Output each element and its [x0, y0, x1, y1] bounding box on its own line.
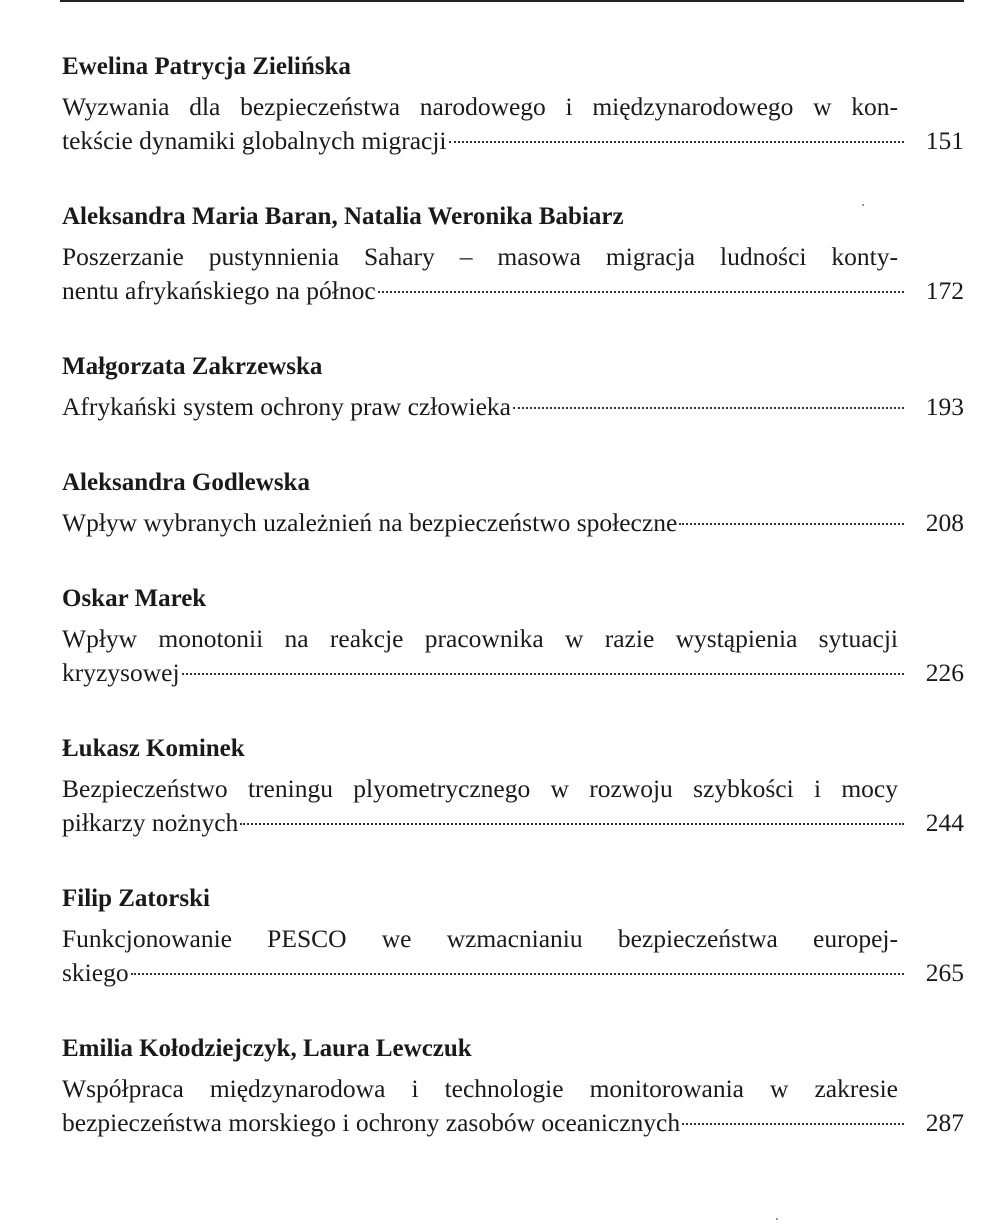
entry-author: Małgorzata Zakrzewska [62, 353, 323, 380]
entry-page-number: 265 [925, 958, 964, 987]
entry-title-last-line [62, 506, 964, 540]
entry-title-text: kryzysowej [62, 658, 180, 687]
entry-author: Łukasz Kominek [62, 735, 245, 762]
entry-title-text: Afrykański system ochrony praw człowieka [62, 392, 511, 421]
scan-speck [776, 1218, 778, 1220]
entry-title-last-line [62, 1106, 964, 1140]
entry-page-number: 226 [925, 658, 964, 687]
toc-entry [62, 352, 964, 424]
entry-page-number: 172 [925, 276, 964, 305]
entry-title-last-line [62, 124, 964, 158]
entry-author: Aleksandra Godlewska [62, 469, 310, 496]
entry-title-text: nentu afrykańskiego na północ [62, 276, 376, 305]
dot-leader [182, 673, 904, 675]
entry-page-number: 151 [925, 126, 964, 155]
entry-author: Emilia Kołodziejczyk, Laura Lewczuk [62, 1035, 472, 1062]
toc-entry [62, 52, 964, 158]
entry-title-line: Bezpieczeństwo treningu plyometrycznego w rozwoju szybkości i mocy [62, 774, 898, 803]
entry-author: Oskar Marek [62, 585, 207, 612]
toc-entry [62, 202, 964, 308]
toc-entry [62, 1034, 964, 1140]
entry-title-line: Funkcjonowanie PESCO we wzmacnianiu bezpieczeństwa europej- [62, 924, 898, 953]
entry-title-line: Poszerzanie pustynnienia Sahary – masowa migracja ludności konty- [62, 242, 898, 271]
entry-author: Ewelina Patrycja Zielińska [62, 53, 351, 80]
entry-title-line: Współpraca międzynarodowa i technologie monitorowania w zakresie [62, 1074, 898, 1103]
dot-leader [513, 407, 904, 409]
entry-title-line: Wyzwania dla bezpieczeństwa narodowego i międzynarodowego w kon- [62, 92, 898, 121]
dot-leader [131, 973, 904, 975]
entry-author: Filip Zatorski [62, 885, 210, 912]
dot-leader [449, 141, 904, 143]
toc-entry [62, 468, 964, 540]
dot-leader [679, 523, 904, 525]
dot-leader [682, 1123, 904, 1125]
entry-title-last-line [62, 390, 964, 424]
entry-title-text: Wpływ wybranych uzależnień na bezpieczeństwo społeczne [62, 508, 678, 537]
entry-title-last-line [62, 806, 964, 840]
toc-entry [62, 734, 964, 840]
table-of-contents [62, 52, 964, 1140]
entry-title-text: skiego [62, 958, 129, 987]
dot-leader [378, 291, 904, 293]
entry-title-last-line [62, 656, 964, 690]
entry-title-line: Wpływ monotonii na reakcje pracownika w razie wystąpienia sytuacji [62, 624, 898, 653]
entry-title-text: bezpieczeństwa morskiego i ochrony zasobów oceanicznych [62, 1108, 681, 1137]
entry-page-number: 287 [925, 1108, 964, 1137]
entry-author: Aleksandra Maria Baran, Natalia Weronika Babiarz [62, 203, 624, 230]
entry-page-number: 244 [925, 808, 964, 837]
scan-speck [862, 204, 864, 206]
entry-page-number: 208 [925, 508, 964, 537]
top-rule [60, 0, 964, 2]
toc-entry [62, 584, 964, 690]
entry-page-number: 193 [925, 392, 964, 421]
dot-leader [240, 823, 904, 825]
entry-title-last-line [62, 956, 964, 990]
entry-title-last-line [62, 274, 964, 308]
toc-entry [62, 884, 964, 990]
entry-title-text: tekście dynamiki globalnych migracji [62, 126, 447, 155]
entry-title-text: piłkarzy nożnych [62, 808, 239, 837]
